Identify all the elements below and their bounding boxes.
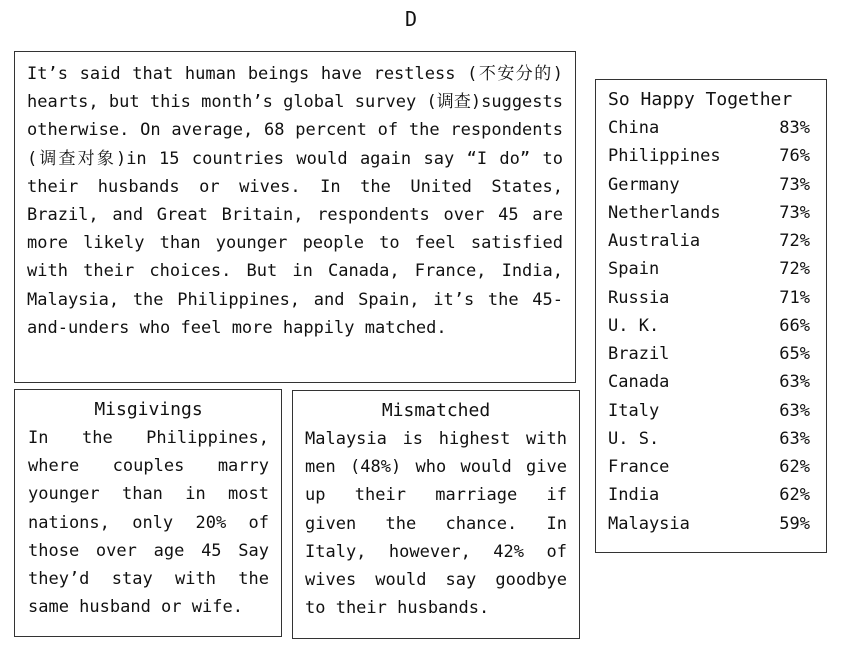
country-percent: 72% [779,259,810,280]
country-name: Australia [608,231,701,251]
table-row [608,171,810,199]
table-row [608,510,810,538]
table-row [608,368,810,396]
section-letter: D [404,7,418,31]
country-percent: 62% [779,485,810,506]
country-name: Brazil [608,344,670,364]
table-row [608,340,810,368]
table-row [608,199,810,227]
table-row [608,481,810,509]
table-row [608,453,810,481]
country-name: Spain [608,259,660,280]
country-percent: 71% [779,287,810,308]
mismatched-heading: Mismatched [381,400,491,421]
country-name: France [608,457,670,477]
misgivings-heading: Misgivings [94,399,203,420]
misgivings-text: In the Philippines, where couples marry younger than in most nations, only 20% of those over age 45 Say they’d stay with the same husband or wife. [28,428,269,618]
table-title: So Happy Together [608,89,793,110]
country-percent: 63% [779,400,810,421]
mismatched-box [292,390,580,639]
country-percent: 63% [779,428,810,449]
country-name: Malaysia [608,513,690,534]
country-percent: 76% [779,146,810,167]
table-row [608,227,810,255]
table-row [608,255,810,283]
country-name: China [608,118,660,138]
country-percent: 73% [779,174,810,195]
table-row [608,142,810,170]
country-percent: 73% [779,202,810,223]
country-percent: 65% [779,344,810,364]
country-percent: 72% [779,231,810,251]
passage-box [14,51,576,383]
table-row [608,114,810,142]
table-row [608,397,810,425]
country-name: Canada [608,372,670,393]
country-percent: 66% [779,315,810,336]
misgivings-box [14,389,282,637]
country-name: Germany [608,174,680,195]
passage-text: It’s said that human beings have restless (不安分的) hearts, but this month’s global survey (调查)suggests otherwise. On average, 68 percent of the respondents (调查对象)in 15 countries would again say “I do” to their husbands or wives. In the United States, Brazil, and Great Britain, respondents over 45 are more likely than younger people to feel satisfied with their choices. But in Canada, France, India, Malaysia, the Philippines, and Spain, it’s the 45-and-unders who feel more happily matched. [27,64,563,338]
country-percent: 83% [779,118,810,138]
mismatched-text: Malaysia is highest with men (48%) who would give up their marriage if given the chance. In Italy, however, 42% of wives would say goodbye to their husbands. [305,429,567,619]
country-percent: 63% [779,372,810,393]
country-name: U. K. [608,315,660,336]
table-row [608,284,810,312]
survey-table [595,79,827,553]
country-name: India [608,485,660,506]
country-name: Italy [608,400,660,421]
country-name: U. S. [608,428,660,449]
country-name: Philippines [608,146,721,167]
country-name: Netherlands [608,202,721,223]
country-name: Russia [608,287,670,308]
table-row [608,425,810,453]
country-percent: 59% [779,513,810,534]
country-percent: 62% [779,457,810,477]
table-row [608,312,810,340]
